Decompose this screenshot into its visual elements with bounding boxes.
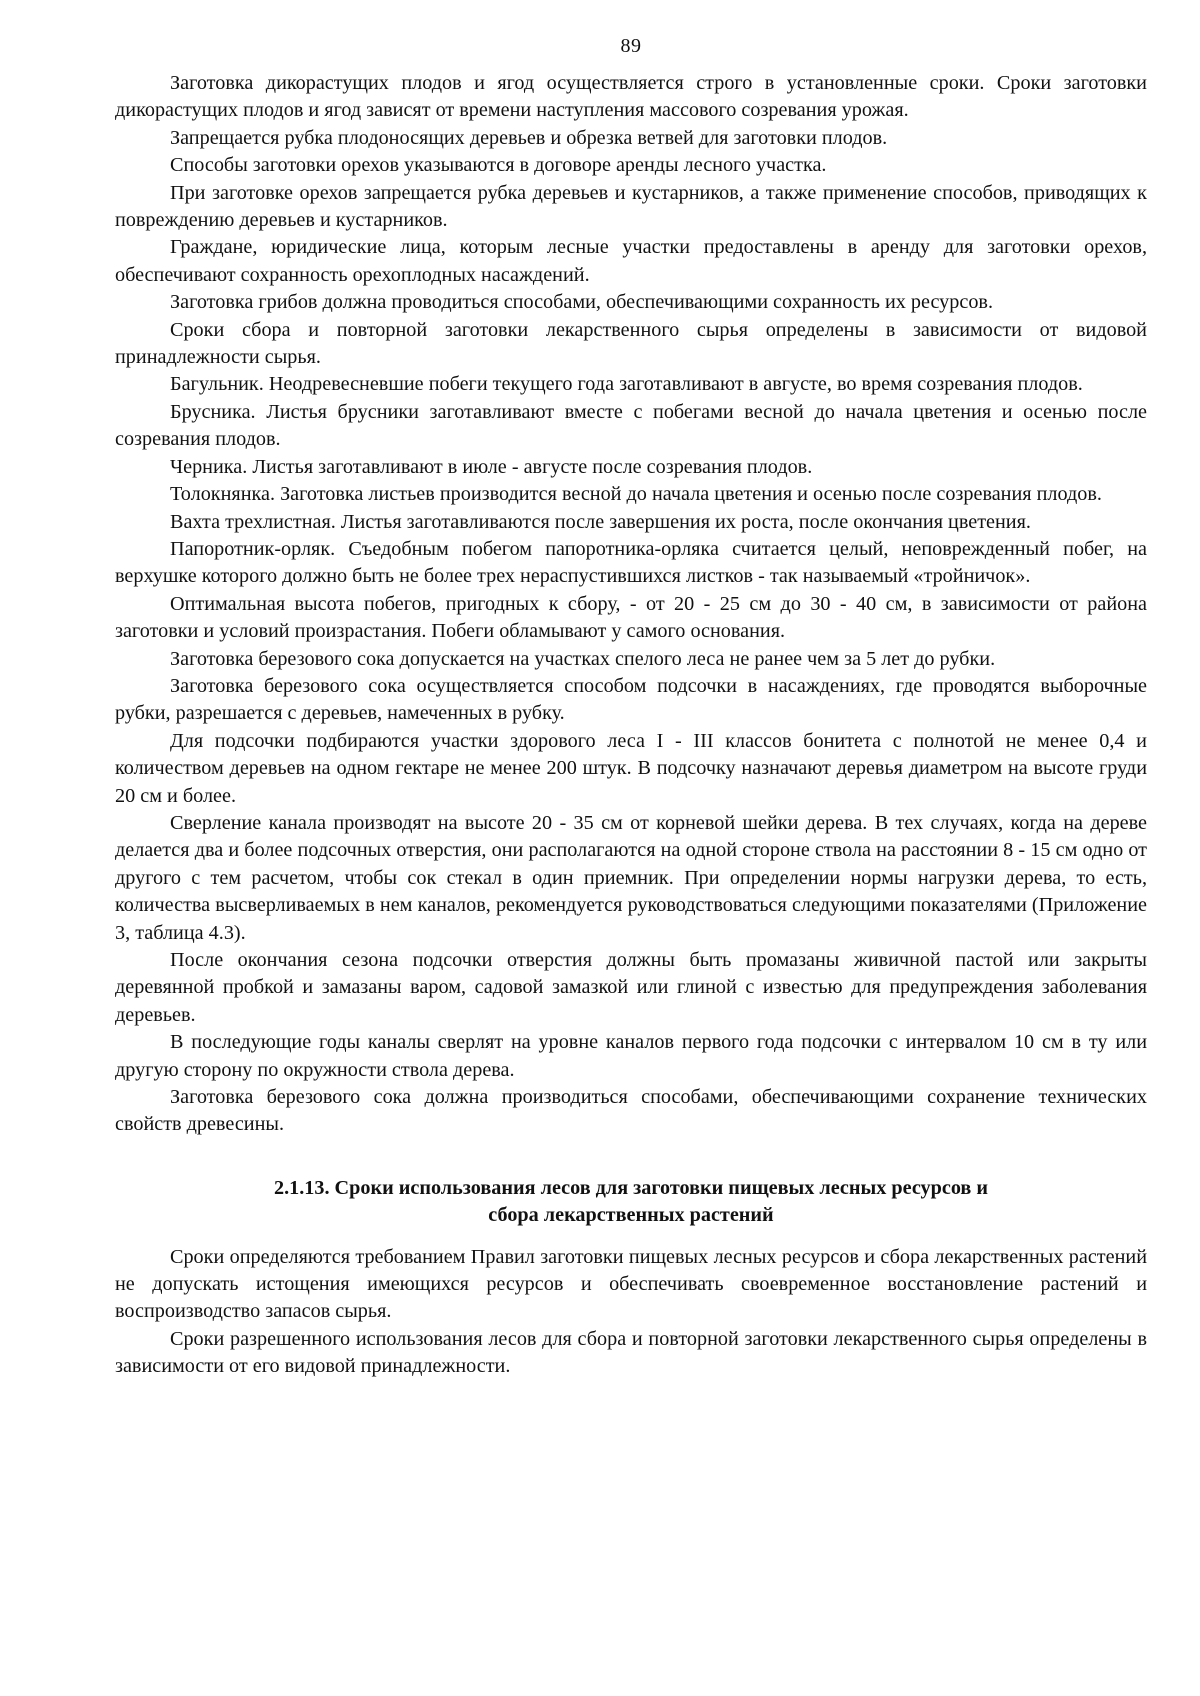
- paragraph-4: При заготовке орехов запрещается рубка деревьев и кустарников, а также применение способов, приводящих к повреждению деревьев и кустарников.: [115, 181, 1147, 232]
- paragraph-10: Черника. Листья заготавливают в июле - августе после созревания плодов.: [170, 455, 813, 478]
- paragraph-15: Заготовка березового сока допускается на участках спелого леса не ранее чем за 5 лет до рубки.: [170, 647, 996, 670]
- paragraph-19: После окончания сезона подсочки отверстия должны быть промазаны живичной пастой или закрыты деревянной пробкой и замазаны варом, садовой замазкой или глиной с известью для предупреждения заболевания деревьев.: [115, 949, 1147, 1026]
- section-text: [115, 1244, 1147, 1381]
- paragraph-9: Брусника. Листья брусники заготавливают вместе с побегами весной до начала цветения и осенью после созревания плодов.: [115, 400, 1147, 451]
- paragraph-5: Граждане, юридические лица, которым лесные участки предоставлены в аренду для заготовки орехов, обеспечивают сохранность орехоплодных насаждений.: [115, 236, 1147, 286]
- paragraph-18: Сверление канала производят на высоте 20 - 35 см от корневой шейки дерева. В тех случаях, когда на дереве делается два и более подсочных отверстия, они располагаются на одной стороне ствола на расстоянии 8 - 15 см одно от другого с тем расчетом, чтобы сок стекал в один приемник. При определении нормы нагрузки дерева, то есть, количества высверливаемых в нем каналов, рекомендуется руководствоваться следующими показателями (Приложение 3, таблица 4.3).: [115, 811, 1147, 944]
- section-heading-line-1: 2.1.13. Сроки использования лесов для заготовки пищевых лесных ресурсов и: [273, 1176, 988, 1199]
- paragraph-2: Запрещается рубка плодоносящих деревьев и обрезка ветвей для заготовки плодов.: [170, 126, 888, 149]
- paragraph-16: Заготовка березового сока осуществляется способом подсочки в насаждениях, где проводятся выборочные рубки, разрешается с деревьев, намеченных в рубку.: [115, 674, 1147, 725]
- paragraph-8: Багульник. Неодревесневшие побеги текущего года заготавливают в августе, во время созревания плодов.: [170, 373, 1083, 396]
- section-heading-line-2: сбора лекарственных растений: [488, 1204, 774, 1227]
- body-text: [115, 70, 1147, 1139]
- document-page: [115, 32, 1147, 1381]
- paragraph-21: Заготовка березового сока должна производиться способами, обеспечивающими сохранение технических свойств древесины.: [115, 1086, 1147, 1136]
- paragraph-1: Заготовка дикорастущих плодов и ягод осуществляется строго в установленные сроки. Сроки заготовки дикорастущих плодов и ягод зависят от времени наступления массового созревания урожая.: [115, 72, 1147, 122]
- section-paragraph-2: Сроки разрешенного использования лесов для сбора и повторной заготовки лекарственного сырья определены в зависимости от его видовой принадлежности.: [115, 1327, 1147, 1378]
- paragraph-17: Для подсочки подбираются участки здорового леса I - III классов бонитета с полнотой не менее 0,4 и количеством деревьев на одном гектаре не менее 200 штук. В подсочку назначают деревья диаметром на высоте груди 20 см и более.: [115, 729, 1147, 807]
- paragraph-3: Способы заготовки орехов указываются в договоре аренды лесного участка.: [170, 154, 827, 177]
- paragraph-11: Толокнянка. Заготовка листьев производится весной до начала цветения и осенью после созревания плодов.: [170, 483, 1102, 506]
- paragraph-6: Заготовка грибов должна проводиться способами, обеспечивающими сохранность их ресурсов.: [170, 291, 994, 314]
- paragraph-13: Папоротник-орляк. Съедобным побегом папоротника-орляка считается целый, неповрежденный побег, на верхушке которого должно быть не более трех нераспустившихся листков - так называемый «тройничок».: [115, 537, 1147, 588]
- paragraph-20: В последующие годы каналы сверлят на уровне каналов первого года подсочки с интервалом 10 см в ту или другую сторону по окружности ствола дерева.: [115, 1031, 1147, 1081]
- page-number: 89: [620, 35, 642, 57]
- section-paragraph-1: Сроки определяются требованием Правил заготовки пищевых лесных ресурсов и сбора лекарственных растений не допускать истощения имеющихся ресурсов и обеспечивать своевременное восстановление растений и воспроизводство запасов сырья.: [115, 1245, 1147, 1323]
- section-heading: [115, 1175, 1147, 1230]
- paragraph-7: Сроки сбора и повторной заготовки лекарственного сырья определены в зависимости от видовой принадлежности сырья.: [115, 318, 1147, 369]
- paragraph-14: Оптимальная высота побегов, пригодных к сбору, - от 20 - 25 см до 30 - 40 см, в зависимости от района заготовки и условий произрастания. Побеги обламывают у самого основания.: [115, 592, 1147, 643]
- paragraph-12: Вахта трехлистная. Листья заготавливаются после завершения их роста, после окончания цветения.: [170, 510, 1031, 533]
